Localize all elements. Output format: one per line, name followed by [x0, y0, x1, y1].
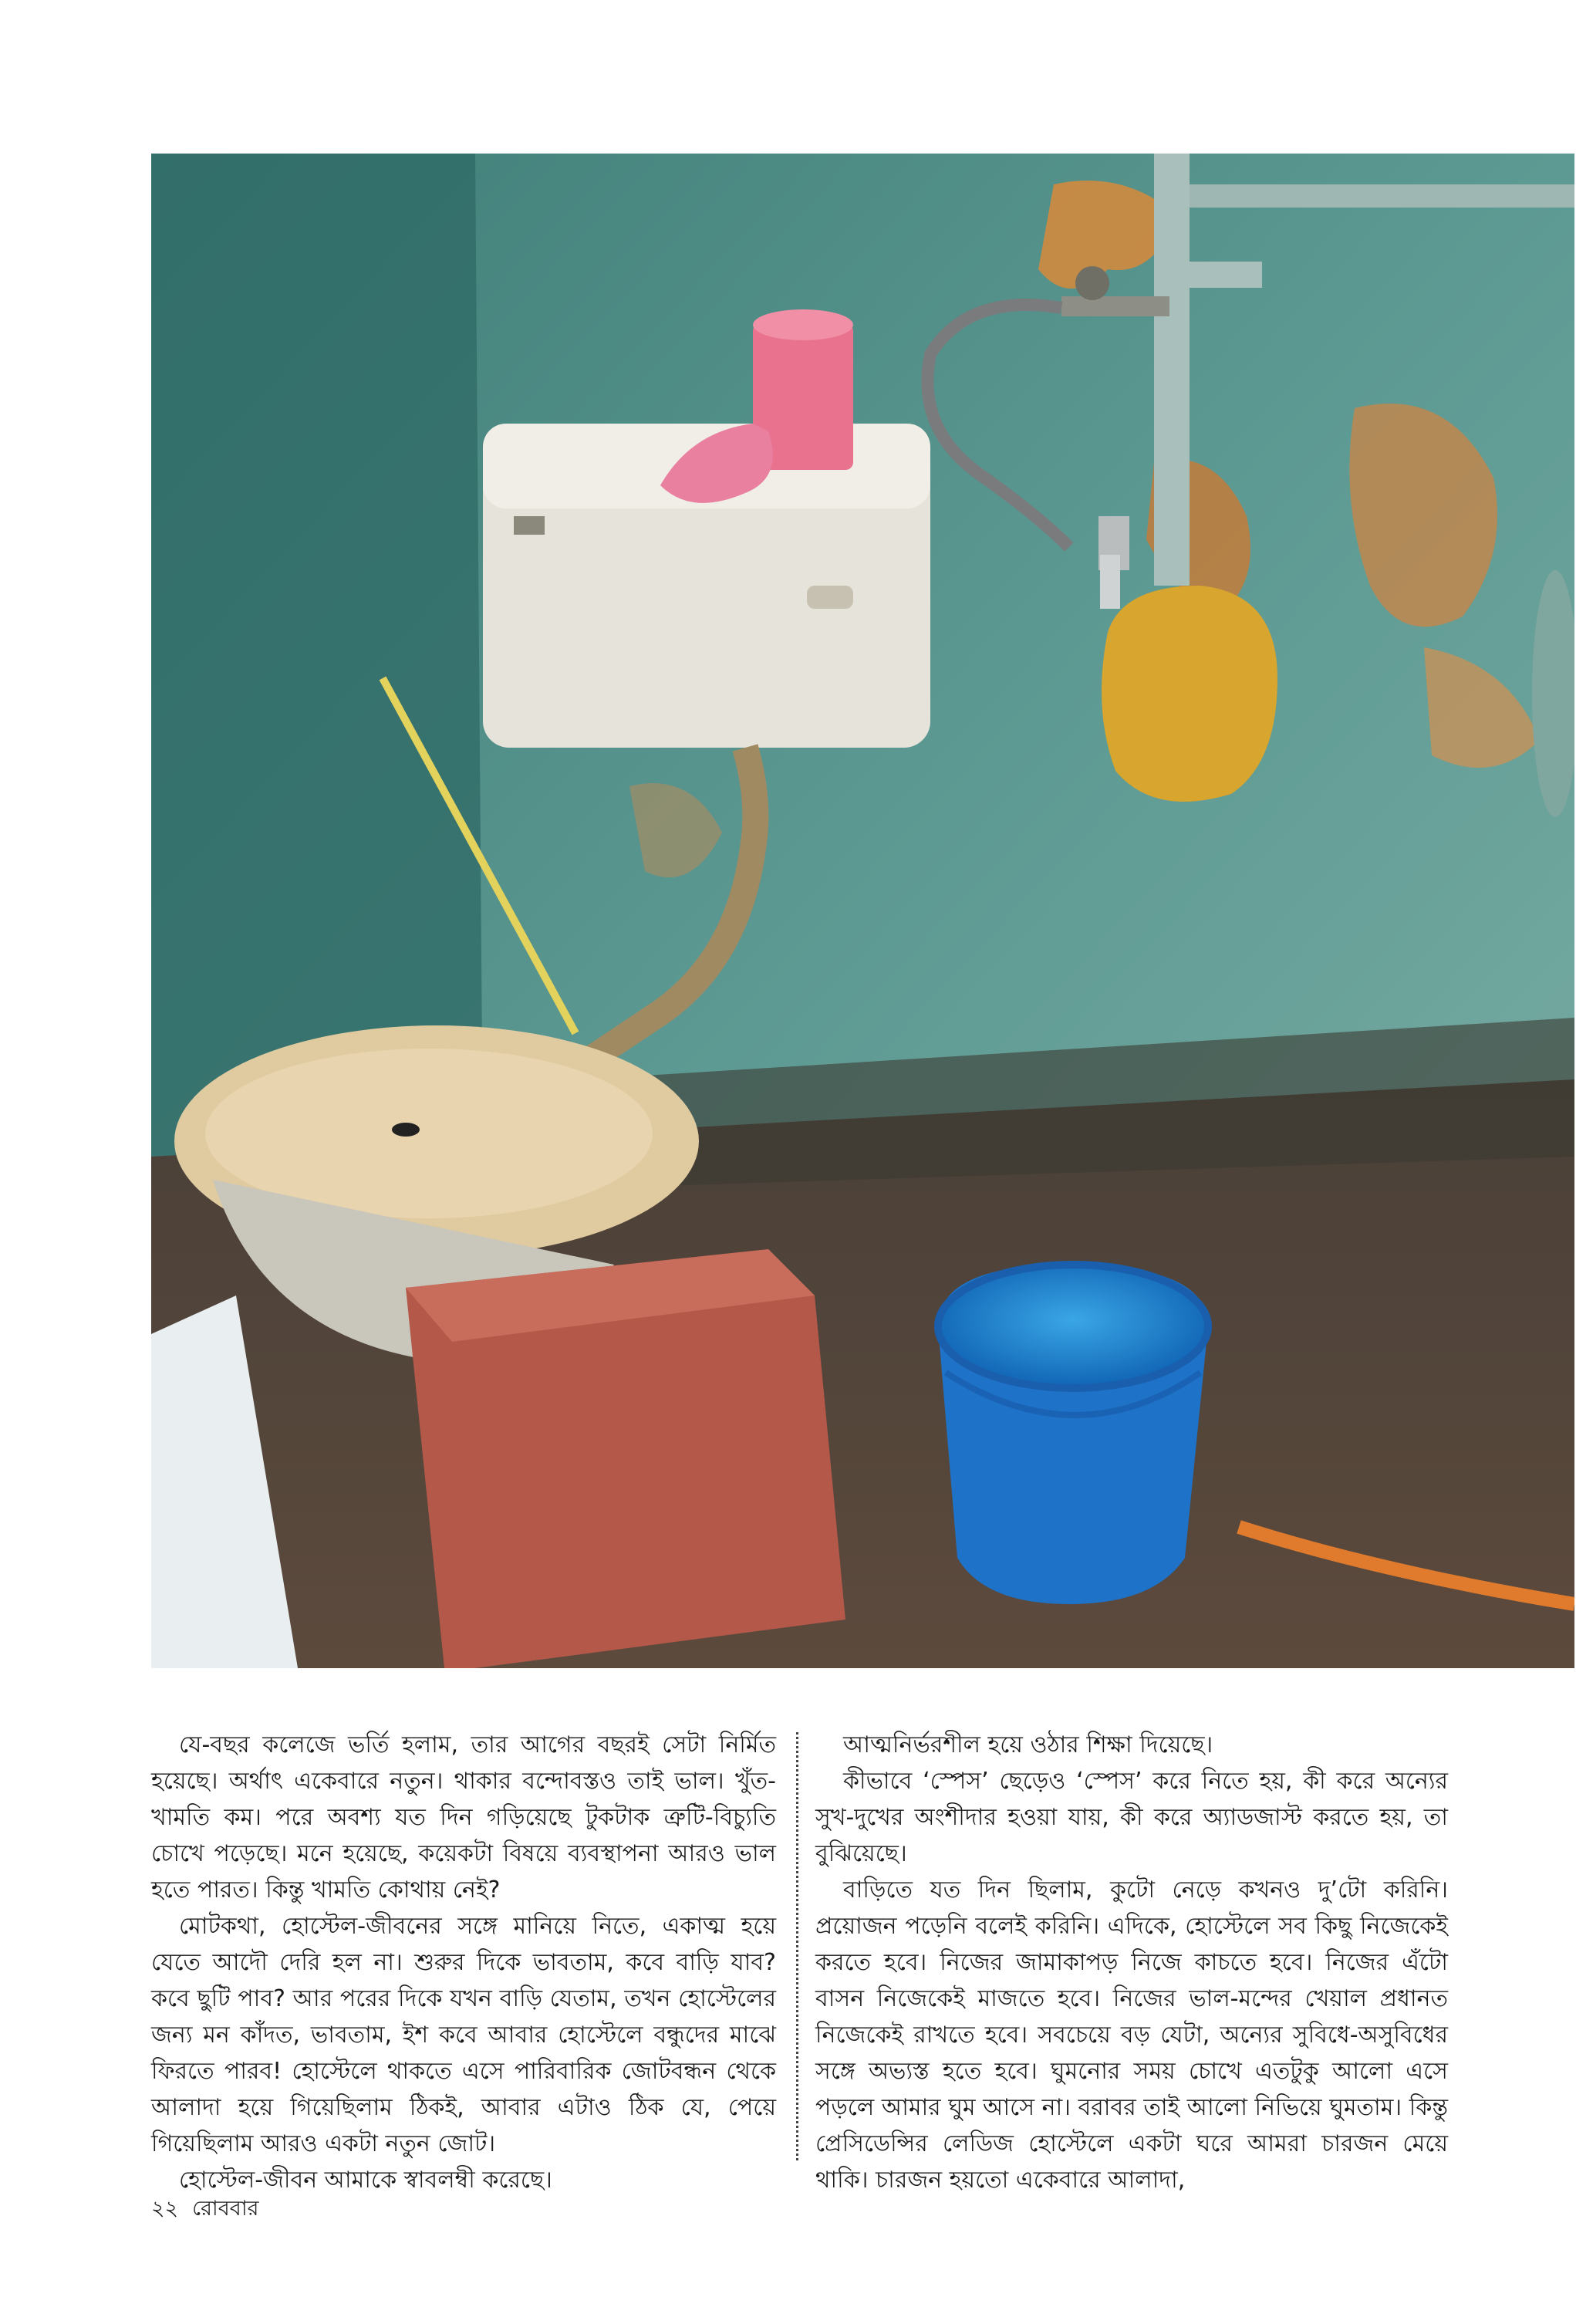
article-paragraph: মোটকথা, হোস্টেল-জীবনের সঙ্গে মানিয়ে নিতে, একাত্ম হয়ে যেতে আদৌ দেরি হল না। শুরুর দিকে ভাবতাম, কবে বাড়ি যাব? কবে ছুটি পাব? আর পরের দিকে যখন বাড়ি যেতাম, তখন হোস্টেলের জন্য মন কাঁদত, ভাবতাম, ইশ কবে আবার হোস্টেলে বন্ধুদের মাঝে ফিরতে পারব! হোস্টেলে থাকতে এসে পারিবারিক জোটবন্ধন থেকে আলাদা হয়ে গিয়েছিলাম ঠিকই, আবার এটাও ঠিক যে, পেয়ে গিয়েছিলাম আরও একটা নতুন জোট।: [151, 1913, 776, 2157]
bathroom-illustration: [151, 154, 1574, 1668]
article-paragraph: হোস্টেল-জীবন আমাকে স্বাবলম্বী করেছে।: [179, 2167, 552, 2194]
article-paragraph: কীভাবে ‘স্পেস’ ছেড়েও ‘স্পেস’ করে নিতে হয়, কী করে অন্যের সুখ-দুখের অংশীদার হওয়া যায়, কী করে অ্যাডজাস্ট করতে হয়, তা বুঝিয়েছে।: [815, 1768, 1448, 1867]
article-column-left: [151, 1727, 776, 2198]
column-divider: [796, 1732, 798, 2160]
article-paragraph: যে-বছর কলেজে ভর্তি হলাম, তার আগের বছরই সেটা নির্মিত হয়েছে। অর্থাৎ একেবারে নতুন। থাকার বন্দোবস্তও তাই ভাল। খুঁত-খামতি কম। পরে অবশ্য যত দিন গড়িয়েছে টুকটাক ত্রুটি-বিচ্যুতি চোখে পড়েছে। মনে হয়েছে, কয়েকটা বিষয়ে ব্যবস্থাপনা আরও ভাল হতে পারত। কিন্তু খামতি কোথায় নেই?: [151, 1731, 776, 1903]
bathroom-photo: [151, 154, 1574, 1668]
article-paragraph: আত্মনির্ভরশীল হয়ে ওঠার শিক্ষা দিয়েছে।: [843, 1731, 1213, 1758]
article-column-right: [815, 1727, 1448, 2198]
page-footer: [151, 2193, 273, 2228]
magazine-name: রোববার: [192, 2197, 259, 2221]
article-paragraph: বাড়িতে যত দিন ছিলাম, কুটো নেড়ে কখনও দু’টো করিনি। প্রয়োজন পড়েনি বলেই করিনি। এদিকে, হোস্টেলে সব কিছু নিজেকেই করতে হবে। নিজের জামাকাপড় নিজে কাচতে হবে। নিজের এঁটো বাসন নিজেকেই মাজতে হবে। নিজের ভাল-মন্দের খেয়াল প্রধানত নিজেকেই রাখতে হবে। সবচেয়ে বড় যেটা, অন্যের সুবিধে-অসুবিধের সঙ্গে অভ্যস্ত হতে হবে। ঘুমনোর সময় চোখে এতটুকু আলো এসে পড়লে আমার ঘুম আসে না। বরাবর তাই আলো নিভিয়ে ঘুমতাম। কিন্তু প্রেসিডেন্সির লেডিজ হোস্টেলে একটা ঘরে আমরা চারজন মেয়ে থাকি। চারজন হয়তো একেবারে আলাদা,: [815, 1876, 1448, 2194]
page-number: ২২: [151, 2197, 179, 2221]
cistern-logo-plate: [514, 516, 545, 535]
